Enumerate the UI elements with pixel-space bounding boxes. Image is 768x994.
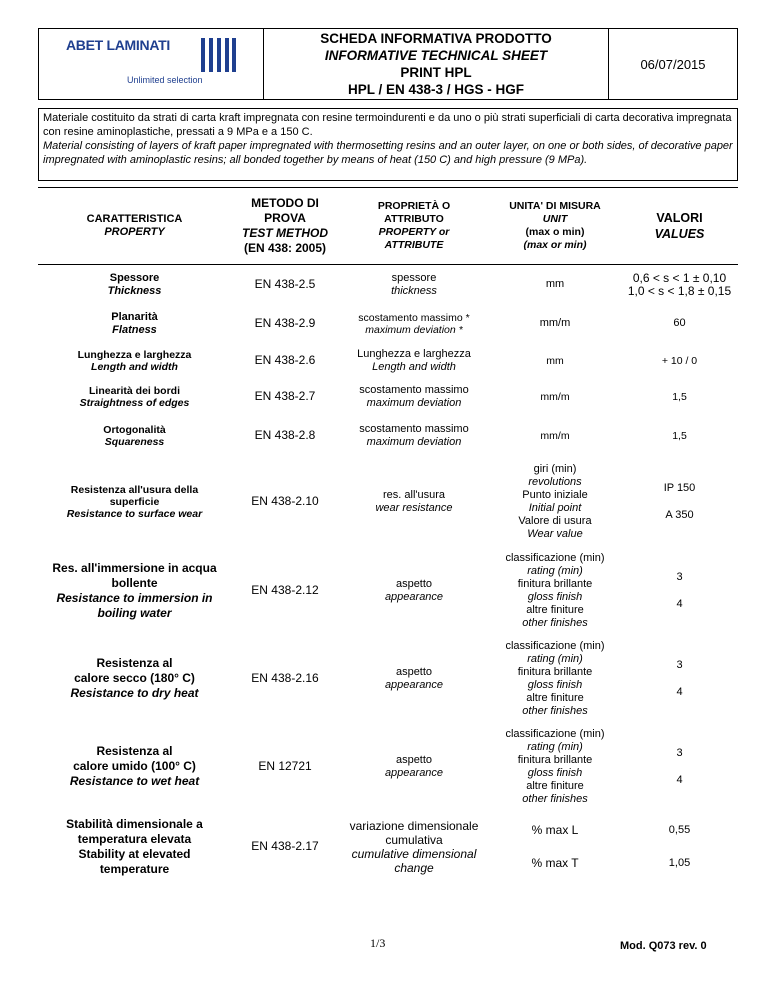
header-box — [38, 28, 738, 100]
col-attribute: PROPRIETÀ O ATTRIBUTO PROPERTY or ATTRIBUTE — [339, 188, 489, 265]
table-row-dry-heat: Resistenza al calore secco (180° C) Resistance to dry heat EN 438-2.16 aspetto appearance classificazione (min) rating (min) finitura brillante gloss finish altre finiture other finishes 3 4 — [70, 639, 683, 717]
title-line-1: SCHEDA INFORMATIVA PRODOTTO — [320, 31, 552, 46]
table-row: Ortogonalità Squareness EN 438-2.8 scostamento massimo maximum deviation mm/m 1,5 — [103, 422, 687, 448]
table-row: Linearità dei bordi Straightness of edges EN 438-2.7 scostamento massimo maximum deviation mm/m 1,5 — [79, 383, 687, 409]
document-date: 06/07/2015 — [640, 56, 706, 72]
logo-text: ABET LAMINATI — [66, 37, 170, 53]
title-line-3: PRINT HPL — [400, 65, 472, 80]
form-code: Mod. Q073 rev. 0 — [620, 940, 707, 952]
logo-bars-icon — [199, 38, 239, 74]
properties-table — [38, 187, 738, 883]
description-en: Material consisting of layers of kraft paper impregnated with thermosetting resins and an outer layer, on one or both sides, of decorative paper impregnated with aminoplastic resins; all bonded together by means of heat (150 C) and high pressure (9 MPa). — [43, 140, 733, 166]
table-header — [38, 188, 738, 265]
logo — [39, 29, 264, 99]
page-number: 1/3 — [370, 936, 386, 950]
description-it: Materiale costituito da strati di carta kraft impregnata con resine termoindurenti e da uno o più strati superficiali di carta decorativa impregnata con resine aminoplastiche, pressati a 9 MPa e a 150 C. — [43, 112, 732, 138]
table-row-stability: Stabilità dimensionale a temperatura elevata Stability at elevated temperature EN 438-2.17 variazione dimensionale cumulativa cumulative dimensional change % max L % max T 0,55 1,05 — [66, 816, 691, 876]
table-row: Spessore Thickness EN 438-2.5 spessore thickness mm 0,6 < s < 1 ± 0,10 1,0 < s < 1,8 ± 0,15 — [107, 270, 732, 298]
table-row: Planarità Flatness EN 438-2.9 scostamento massimo * maximum deviation * mm/m 60 — [111, 310, 686, 336]
table-row: Lunghezza e larghezza Length and width EN 438-2.6 Lunghezza e larghezza Length and width mm + 10 / 0 — [77, 347, 698, 373]
col-values: VALORI VALUES — [621, 188, 738, 265]
title-line-4: HPL / EN 438-3 / HGS - HGF — [347, 82, 525, 97]
col-property: CARATTERISTICA PROPERTY — [38, 188, 231, 265]
table-row-wear: Resistenza all'usura della superficie Resistance to surface wear EN 438-2.10 res. all'usura wear resistance giri (min) revolutions Punto iniziale Initial point Valore di usura Wear value IP 150 A 350 — [66, 462, 696, 540]
col-method: METODO DI PROVA TEST METHOD (EN 438: 2005) — [231, 188, 339, 265]
document-title — [264, 29, 609, 99]
table-row-wet-heat: Resistenza al calore umido (100° C) Resistance to wet heat EN 12721 aspetto appearance classificazione (min) rating (min) finitura brillante gloss finish altre finiture other finishes 3 4 — [69, 727, 683, 805]
material-description — [38, 108, 738, 181]
title-line-2: INFORMATIVE TECHNICAL SHEET — [324, 48, 548, 63]
table-row-boiling: Res. all'immersione in acqua bollente Resistance to immersion in boiling water EN 438-2.12 aspetto appearance classificazione (min) rating (min) finitura brillante gloss finish altre finiture other finishes 3 4 — [52, 551, 683, 629]
col-unit: UNITA' DI MISURA UNIT (max o min) (max or min) — [489, 188, 621, 265]
logo-subtitle: Unlimited selection — [127, 75, 203, 85]
